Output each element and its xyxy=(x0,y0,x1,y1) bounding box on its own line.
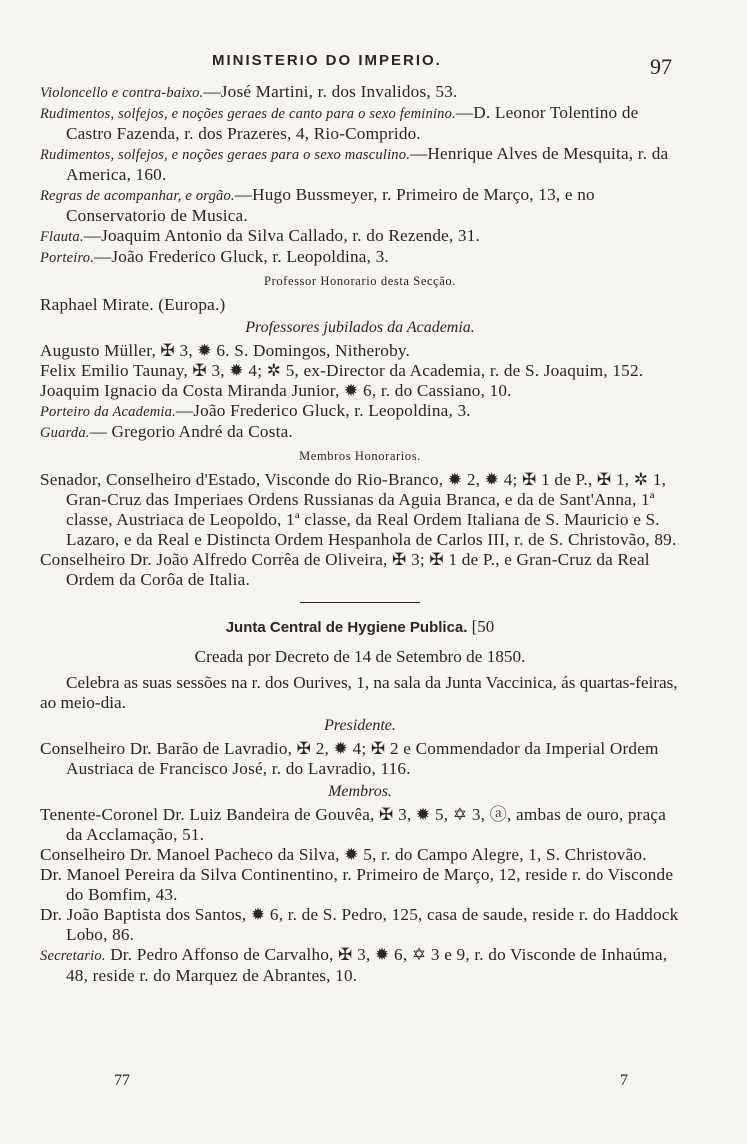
entry-text: —João Frederico Gluck, r. Leopoldina, 3. xyxy=(94,247,389,266)
list-item xyxy=(40,144,680,185)
role-label: Guarda. xyxy=(40,425,90,441)
page-number: 97 xyxy=(650,54,672,79)
teachers-list xyxy=(40,82,680,268)
list-item: Dr. João Baptista dos Santos, ✹ 6, r. de S. Pedro, 125, casa de saude, reside r. do Haddock Lobo, 86. xyxy=(40,905,679,944)
section-heading-presidente: Presidente. xyxy=(324,717,396,734)
page-running-title: MINISTERIO DO IMPERIO. xyxy=(212,52,442,69)
role-label: Regras de acompanhar, e orgão. xyxy=(40,188,235,204)
page-body xyxy=(40,82,680,986)
junta-sessions: Celebra as suas sessões na r. dos Ourives, 1, na sala da Junta Vaccinica, ás quartas-feiras, ao meio-dia. xyxy=(40,673,678,712)
page-footer xyxy=(40,1072,680,1096)
entry-text: —José Martini, r. dos Invalidos, 53. xyxy=(203,82,458,101)
list-item: Conselheiro Dr. João Alfredo Corrêa de Oliveira, ✠ 3; ✠ 1 de P., e Gran-Cruz da Real Ordem da Corôa de Italia. xyxy=(40,550,650,589)
junta-code: [50 xyxy=(471,617,495,636)
entry-text: Dr. Pedro Affonso de Carvalho, ✠ 3, ✹ 6, ✡ 3 e 9, r. do Visconde de Inhaúma, 48, reside r. do Marquez de Abrantes, 10. xyxy=(66,945,668,985)
entry-text: —D. Leonor Tolentino de Castro Fazenda, r. dos Prazeres, 4, Rio-Comprido. xyxy=(66,103,639,143)
signature-mark-left: 77 xyxy=(114,1072,130,1089)
section-heading-jubilados: Professores jubilados da Academia. xyxy=(245,319,475,336)
list-item: Joaquim Ignacio da Costa Miranda Junior, ✹ 6, r. do Cassiano, 10. xyxy=(40,381,512,400)
list-item xyxy=(40,185,680,226)
list-item: Felix Emilio Taunay, ✠ 3, ✹ 4; ✲ 5, ex-Director da Academia, r. de S. Joaquim, 152. xyxy=(40,361,644,380)
role-label: Porteiro. xyxy=(40,250,95,266)
section-divider xyxy=(300,602,420,603)
list-item: Augusto Müller, ✠ 3, ✹ 6. S. Domingos, Nitheroby. xyxy=(40,341,411,360)
junta-created: Creada por Decreto de 14 de Setembro de 1850. xyxy=(194,647,526,666)
role-label: Secretario. xyxy=(40,948,106,964)
role-label: Violoncello e contra-baixo. xyxy=(40,85,204,101)
list-item xyxy=(40,82,680,103)
list-item: Senador, Conselheiro d'Estado, Visconde do Rio-Branco, ✹ 2, ✹ 4; ✠ 1 de P., ✠ 1, ✲ 1, Gran-Cruz das Imperiaes Ordens Russianas da Aguia Branca, e da de Sant'Anna, 1ª classe, Austriaca de Leopoldo, 1ª classe, da Real Ordem Italiana de S. Mauricio e S. Lazaro, e da Real e Distincta Ordem Hespanhola de Carlos III, r. de S. Christovão, 89. xyxy=(40,470,677,549)
section-heading-honorarios: Membros Honorarios. xyxy=(299,449,421,463)
entry-text: —João Frederico Gluck, r. Leopoldina, 3. xyxy=(175,401,471,420)
section-heading-prof-honorario: Professor Honorario desta Secção. xyxy=(264,274,456,288)
entry-text: —Joaquim Antonio da Silva Callado, r. do Rezende, 31. xyxy=(83,226,481,245)
list-item xyxy=(40,247,680,268)
list-item xyxy=(40,401,680,422)
role-label: Porteiro da Academia. xyxy=(40,404,176,420)
role-label: Flauta. xyxy=(40,229,84,245)
list-item: Conselheiro Dr. Manoel Pacheco da Silva, ✹ 5, r. do Campo Alegre, 1, S. Christovão. xyxy=(40,845,647,864)
junta-title xyxy=(40,617,680,637)
list-item: Tenente-Coronel Dr. Luiz Bandeira de Gouvêa, ✠ 3, ✹ 5, ✡ 3, ⓐ, ambas de ouro, praça da Acclamação, 51. xyxy=(40,805,667,844)
list-item: Dr. Manoel Pereira da Silva Continentino, r. Primeiro de Março, 12, reside r. do Visconde do Bomfim, 43. xyxy=(40,865,674,904)
list-item xyxy=(40,226,680,247)
list-item: Conselheiro Dr. Barão de Lavradio, ✠ 2, ✹ 4; ✠ 2 e Commendador da Imperial Ordem Austriaca de Francisco José, r. do Lavradio, 116. xyxy=(40,739,659,778)
running-head xyxy=(40,48,680,78)
role-label: Rudimentos, solfejos, e noções geraes para o sexo masculino. xyxy=(40,147,411,163)
signature-mark-right: 7 xyxy=(620,1072,628,1089)
list-item xyxy=(40,422,680,443)
entry-text: —Hugo Bussmeyer, r. Primeiro de Março, 13, e no Conservatorio de Musica. xyxy=(66,185,595,225)
role-label: Rudimentos, solfejos, e noções geraes de canto para o sexo feminino. xyxy=(40,106,456,122)
entry-text: — Gregorio André da Costa. xyxy=(89,422,293,441)
entry-text: —Henrique Alves de Mesquita, r. da America, 160. xyxy=(66,144,669,184)
list-item: Raphael Mirate. (Europa.) xyxy=(40,295,226,314)
list-item xyxy=(40,103,680,144)
junta-title-text: Junta Central de Hygiene Publica. xyxy=(225,619,468,636)
section-heading-membros: Membros. xyxy=(328,783,392,800)
list-item xyxy=(40,945,680,986)
